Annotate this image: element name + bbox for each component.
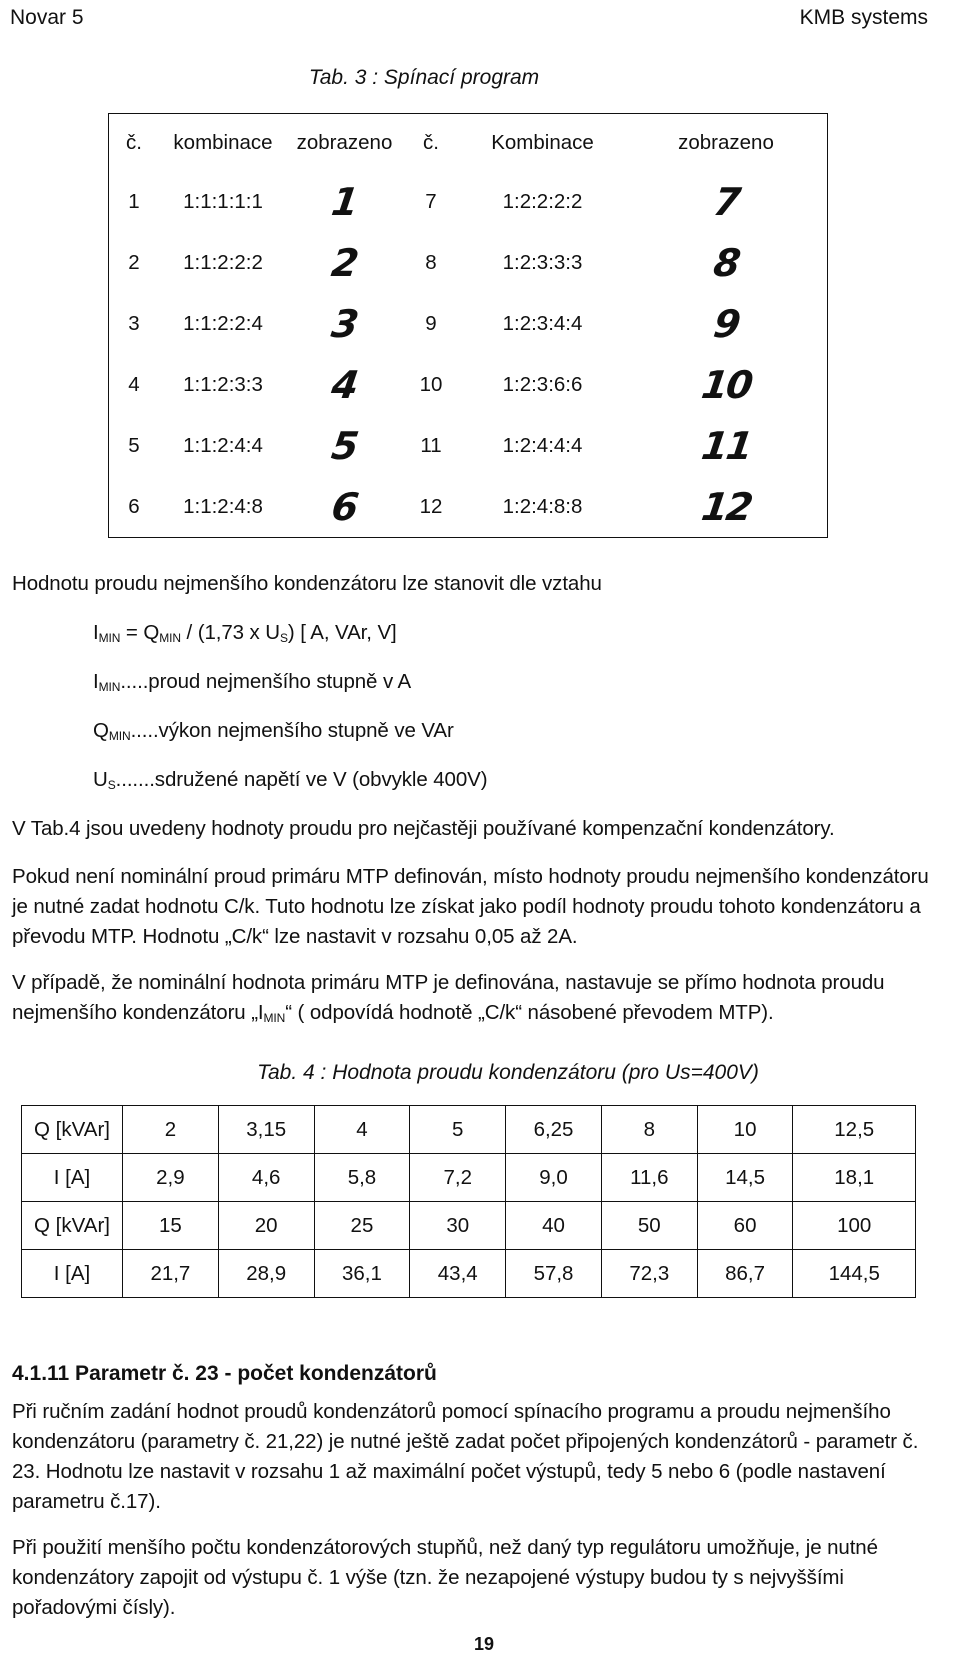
- formula-mid: / (1,73 x U: [180, 621, 280, 644]
- display-glyph: 12: [698, 484, 754, 529]
- header-cell: zobrazeno: [678, 130, 774, 154]
- cell: 2: [128, 250, 140, 274]
- table-row: [109, 354, 828, 415]
- intro-paragraph: Hodnotu proudu nejmenšího kondenzátoru lze stanovit dle vztahu: [12, 572, 602, 595]
- cell: 15: [123, 1202, 219, 1250]
- header-cell: kombinace: [173, 130, 273, 154]
- def-subscript: S: [107, 778, 116, 792]
- cell: 28,9: [218, 1250, 314, 1298]
- def-text: .......sdružené napětí ve V (obvykle 400V): [115, 768, 488, 791]
- display-glyph: 10: [698, 362, 754, 407]
- cell: 5: [410, 1106, 506, 1154]
- display-glyph: 4: [329, 362, 360, 407]
- formula-end: ) [ A, VAr, V]: [287, 621, 397, 644]
- cell: 9: [425, 311, 437, 335]
- def-subscript: MIN: [98, 680, 121, 694]
- cell: 1:1:2:4:4: [183, 433, 263, 457]
- cell: 1: [128, 189, 140, 213]
- header-right: KMB systems: [799, 6, 928, 29]
- cell: 40: [506, 1202, 602, 1250]
- def-symbol: U: [93, 768, 108, 791]
- cell: 100: [793, 1202, 916, 1250]
- cell: 50: [601, 1202, 697, 1250]
- cell: 10: [419, 372, 443, 396]
- def-text: .....proud nejmenšího stupně v A: [120, 670, 412, 693]
- cell: I [A]: [22, 1154, 123, 1202]
- cell: 3,15: [218, 1106, 314, 1154]
- header-cell: zobrazeno: [296, 130, 393, 154]
- display-glyph: 5: [329, 423, 360, 468]
- cell: 2,9: [123, 1154, 219, 1202]
- cell: 57,8: [506, 1250, 602, 1298]
- header-left: Novar 5: [10, 6, 84, 29]
- page-number: 19: [474, 1634, 495, 1654]
- cell: 72,3: [601, 1250, 697, 1298]
- section-paragraph-2: Při použití menšího počtu kondenzátorových stupňů, než daný typ regulátoru umožňuje, je nutné kondenzátory zapojit od výstupu č. 1 výše (tzn. že nezapojené výstupy budou ty s nejvyššími pořadovými čísly).: [12, 1536, 878, 1619]
- formula-eq: = Q: [120, 621, 160, 644]
- table-row: [109, 171, 828, 232]
- ck-paragraph: Pokud není nominální proud primáru MTP definován, místo hodnoty proudu nejmenšího kondenzátoru je nutné zadat hodnotu C/k. Tuto hodnotu lze získat jako podíl hodnoty proudu tohoto kondenzátoru a převodu MTP. Hodnotu „C/k“ lze nastavit v rozsahu 0,05 až 2A.: [12, 865, 929, 948]
- cell: 1:1:2:3:3: [183, 372, 263, 396]
- cell: 7: [425, 189, 437, 213]
- display-glyph: 11: [698, 423, 754, 468]
- cell: 18,1: [793, 1154, 916, 1202]
- cell: 144,5: [793, 1250, 916, 1298]
- cell: 43,4: [410, 1250, 506, 1298]
- cell: 1:2:3:6:6: [502, 372, 583, 396]
- cell: 1:1:2:2:4: [183, 311, 263, 335]
- table-row: [109, 293, 828, 354]
- table-row: [22, 1250, 916, 1298]
- cell: 2: [123, 1106, 219, 1154]
- definition-qmin: [93, 716, 454, 751]
- cell: 8: [425, 250, 437, 274]
- cell: 1:2:2:2:2: [502, 189, 583, 213]
- cell: 20: [218, 1202, 314, 1250]
- cell: 8: [601, 1106, 697, 1154]
- table-row: [22, 1154, 916, 1202]
- display-glyph: 3: [329, 301, 360, 346]
- definition-us: [93, 765, 487, 800]
- formula: [93, 618, 397, 653]
- display-glyph: 8: [710, 240, 742, 285]
- cell: 1:1:1:1:1: [183, 189, 263, 213]
- cell: 14,5: [697, 1154, 793, 1202]
- cell: 60: [697, 1202, 793, 1250]
- cell: 6: [128, 494, 140, 518]
- switching-program-table: [108, 113, 828, 538]
- table-header-row: [109, 114, 828, 172]
- tab4-reference-paragraph: V Tab.4 jsou uvedeny hodnoty proudu pro nejčastěji používané kompenzační kondenzátory.: [12, 817, 835, 840]
- def-subscript: MIN: [108, 729, 131, 743]
- display-glyph: 6: [329, 484, 360, 529]
- display-glyph: 2: [329, 240, 360, 285]
- header-cell: Kombinace: [491, 130, 594, 154]
- display-glyph: 1: [329, 179, 360, 224]
- def-text: .....výkon nejmenšího stupně ve VAr: [130, 719, 454, 742]
- display-glyph: 7: [710, 179, 742, 224]
- tab4-caption: Tab. 4 : Hodnota proudu kondenzátoru (pro Us=400V): [257, 1061, 759, 1084]
- formula-u-sub: S: [280, 631, 288, 645]
- cell: 86,7: [697, 1250, 793, 1298]
- display-glyph: 9: [710, 301, 742, 346]
- cell: 1:2:4:8:8: [502, 494, 583, 518]
- cell: 36,1: [314, 1250, 410, 1298]
- table-row: [109, 232, 828, 293]
- header-cell: č.: [423, 130, 439, 154]
- header-cell: č.: [126, 130, 142, 154]
- mtp-subscript: MIN: [263, 1011, 286, 1025]
- cell: 7,2: [410, 1154, 506, 1202]
- cell: 11,6: [601, 1154, 697, 1202]
- cell: 9,0: [506, 1154, 602, 1202]
- section-heading: 4.1.11 Parametr č. 23 - počet kondenzátorů: [12, 1362, 437, 1385]
- cell: 5,8: [314, 1154, 410, 1202]
- formula-q-sub: MIN: [159, 631, 181, 645]
- cell: 3: [128, 311, 140, 335]
- mtp-text-b: “ ( odpovídá hodnotě „C/k“ násobené převodem MTP).: [285, 1001, 774, 1024]
- tab3-caption: Tab. 3 : Spínací program: [308, 66, 540, 89]
- cell: 11: [420, 433, 442, 457]
- cell: 1:1:2:2:2: [183, 250, 263, 274]
- formula-i-sub: MIN: [98, 631, 121, 645]
- table-row: [22, 1106, 916, 1154]
- table-row: [109, 476, 828, 538]
- cell: 1:2:3:3:3: [502, 250, 583, 274]
- cell: 4,6: [218, 1154, 314, 1202]
- table-row: [22, 1202, 916, 1250]
- capacitor-current-table: [21, 1105, 916, 1298]
- cell: 10: [697, 1106, 793, 1154]
- cell: 1:2:3:4:4: [502, 311, 583, 335]
- cell: 4: [128, 372, 140, 396]
- cell: 25: [314, 1202, 410, 1250]
- mtp-text-a: V případě, že nominální hodnota primáru MTP je definována, nastavuje se přímo hodnota proudu nejmenšího kondenzátoru „I: [12, 971, 885, 1024]
- cell: 6,25: [506, 1106, 602, 1154]
- cell: I [A]: [22, 1250, 123, 1298]
- cell: 1:2:4:4:4: [502, 433, 583, 457]
- mtp-paragraph: [12, 968, 947, 1033]
- cell: 1:1:2:4:8: [183, 494, 263, 518]
- cell: 21,7: [123, 1250, 219, 1298]
- section-paragraph-1: Při ručním zadání hodnot proudů kondenzátorů pomocí spínacího programu a proudu nejmenšího kondenzátoru (parametry č. 21,22) je nutné ještě zadat počet připojených kondenzátorů - parametr č. 23. Hodnotu lze nastavit v rozsahu 1 až maximální počet výstupů, tedy 5 nebo 6 (podle nastavení parametru č.17).: [12, 1400, 919, 1513]
- formula-i: I: [93, 621, 99, 644]
- def-symbol: I: [93, 670, 99, 693]
- table-row: [109, 415, 828, 476]
- cell: 12: [419, 494, 443, 518]
- cell: 4: [314, 1106, 410, 1154]
- def-symbol: Q: [93, 719, 109, 742]
- cell: 5: [128, 433, 140, 457]
- definition-imin: [93, 667, 411, 702]
- cell: 30: [410, 1202, 506, 1250]
- cell: Q [kVAr]: [22, 1202, 123, 1250]
- cell: Q [kVAr]: [22, 1106, 123, 1154]
- cell: 12,5: [793, 1106, 916, 1154]
